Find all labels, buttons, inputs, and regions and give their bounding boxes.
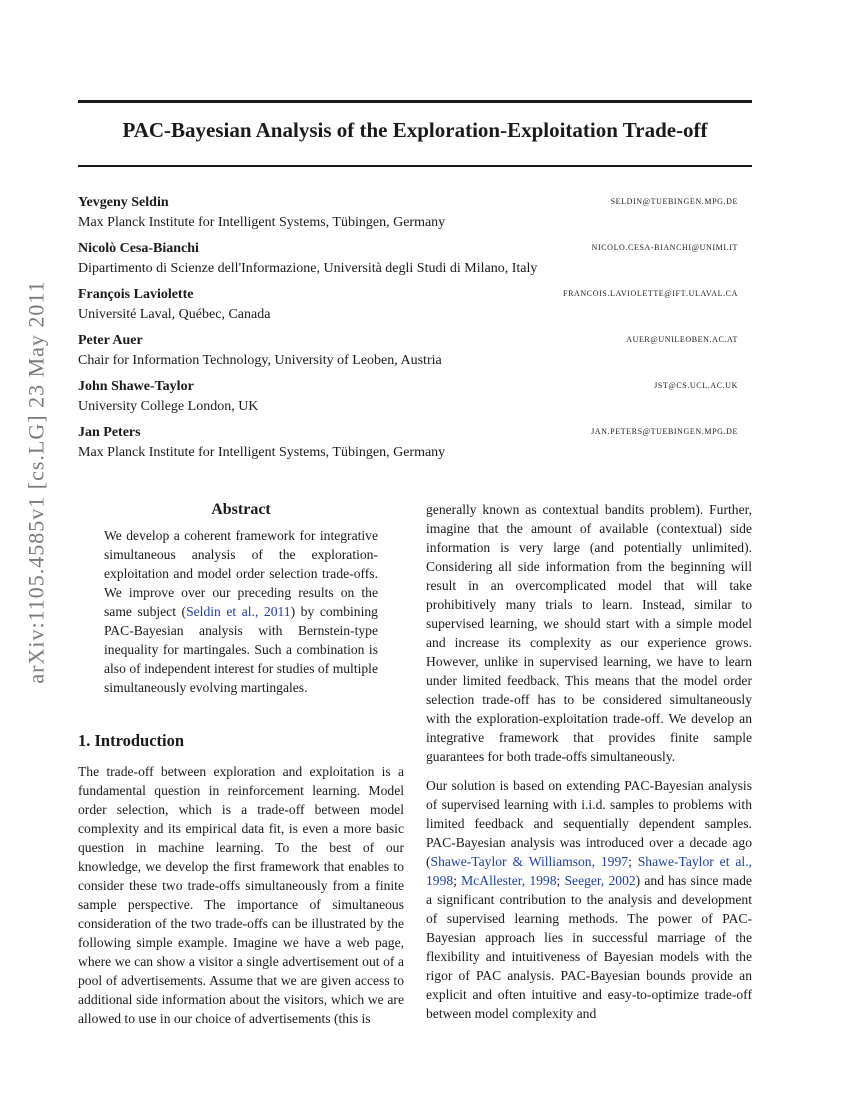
author-email[interactable]: auer@unileoben.ac.at xyxy=(626,333,738,345)
intro-paragraph xyxy=(426,776,752,1023)
author-email[interactable]: francois.laviolette@ift.ulaval.ca xyxy=(563,287,738,299)
author-affiliation: University College London, UK xyxy=(78,399,259,414)
paragraph-text: ) and has since made a significant contribution to the analysis and development of supervised learning methods. The power of PAC-Bayesian approach lies in successful marriage of the flexibility and intuitiveness of Bayesian models with the rigor of PAC analysis. PAC-Bayesian bounds provide an explicit and often intuitive and easy-to-optimize trade-off between model complexity and xyxy=(426,873,752,1021)
author-list xyxy=(78,193,738,469)
citation-link[interactable]: Seldin et al., 2011 xyxy=(186,604,291,619)
author-name: Peter Auer xyxy=(78,333,143,348)
author-email[interactable]: jan.peters@tuebingen.mpg.de xyxy=(591,425,738,437)
author-email[interactable]: seldin@tuebingen.mpg.de xyxy=(610,195,738,207)
citation-separator: ; xyxy=(628,854,638,869)
title-top-rule xyxy=(78,100,752,103)
author-affiliation: Chair for Information Technology, University of Leoben, Austria xyxy=(78,353,442,368)
author-email[interactable]: jst@cs.ucl.ac.uk xyxy=(654,379,738,391)
author-name: François Laviolette xyxy=(78,287,194,302)
section-heading-introduction: 1. Introduction xyxy=(78,731,185,750)
title-bottom-rule xyxy=(78,165,752,167)
right-column xyxy=(426,500,752,1033)
intro-paragraph-continued: generally known as contextual bandits problem). Further, imagine that the amount of available (contextual) side information is very large (and potentially unlimited). Considering all side information from the beginning will result in an overcomplicated model that will take prohibitively many trials to learn. Instead, similar to supervised learning, we should start with a simple model and increase its complexity as our experience grows. However, unlike in supervised learning, we have to learn under limited feedback. This means that the model order selection trade-off has to be considered simultaneously with the exploration-exploitation trade-off. We develop an integrative framework that provides finite sample guarantees for both trade-offs simultaneously. xyxy=(426,502,752,764)
abstract-text: We develop a coherent framework for integrative simultaneous analysis of the exploration-exploitation and model order selection trade-offs. We improve over our preceding results on the same subject ( xyxy=(104,528,378,619)
abstract-body xyxy=(104,526,378,697)
author-name: Yevgeny Seldin xyxy=(78,195,169,210)
author-name: Jan Peters xyxy=(78,425,141,440)
abstract-heading: Abstract xyxy=(211,501,271,518)
left-column xyxy=(78,500,404,1038)
author-block xyxy=(78,193,738,239)
citation-link[interactable]: Shawe-Taylor et al., 1998 xyxy=(426,854,752,888)
author-email[interactable]: nicolo.cesa-bianchi@unimi.it xyxy=(591,241,738,253)
paragraph-text: Our solution is based on extending PAC-Bayesian analysis of supervised learning with i.i.d. samples to problems with limited feedback and sequentially dependent samples. PAC-Bayesian analysis was introduced over a decade ago ( xyxy=(426,778,752,869)
author-name: Nicolò Cesa-Bianchi xyxy=(78,241,199,256)
author-affiliation: Dipartimento di Scienze dell'Informazione, Università degli Studi di Milano, Italy xyxy=(78,261,538,276)
citation-link[interactable]: Seeger, 2002 xyxy=(564,873,636,888)
intro-paragraph: The trade-off between exploration and exploitation is a fundamental question in reinforcement learning. Model order selection, which is a trade-off between model complexity and its empirical data fit, is even a more basic question in machine learning. To the best of our knowledge, we develop the first framework that enables to consider these two trade-offs simultaneously from a finite sample perspective. The importance of simultaneous consideration of the two trade-offs can be illustrated by the following simple example. Imagine we have a web page, where we can show a visitor a single advertisement out of a pool of advertisements. Assume that we are given access to additional side information about the visitors, which we are allowed to use in our choice of advertisements (this is xyxy=(78,764,404,1026)
author-affiliation: Université Laval, Québec, Canada xyxy=(78,307,271,322)
abstract-text: ) by combining PAC-Bayesian analysis with Bernstein-type inequality for martingales. Such a combination is also of independent interest for studies of multiple simultaneously evolving martingales. xyxy=(104,604,378,695)
author-name: John Shawe-Taylor xyxy=(78,379,194,394)
citation-link[interactable]: McAllester, 1998 xyxy=(461,873,557,888)
author-block xyxy=(78,239,738,285)
arxiv-identifier-text: arXiv:1105.4585v1 [cs.LG] 23 May 2011 xyxy=(24,280,50,684)
author-affiliation: Max Planck Institute for Intelligent Systems, Tübingen, Germany xyxy=(78,215,446,230)
author-block xyxy=(78,377,738,423)
author-block xyxy=(78,423,738,469)
citation-link[interactable]: Shawe-Taylor & Williamson, 1997 xyxy=(430,854,629,869)
author-block xyxy=(78,285,738,331)
citation-separator: ; xyxy=(453,873,462,888)
arxiv-identifier xyxy=(22,267,52,697)
author-block xyxy=(78,331,738,377)
citation-separator: ; xyxy=(556,873,565,888)
author-affiliation: Max Planck Institute for Intelligent Systems, Tübingen, Germany xyxy=(78,445,446,460)
paper-title: PAC-Bayesian Analysis of the Exploration-Exploitation Trade-off xyxy=(122,118,708,142)
